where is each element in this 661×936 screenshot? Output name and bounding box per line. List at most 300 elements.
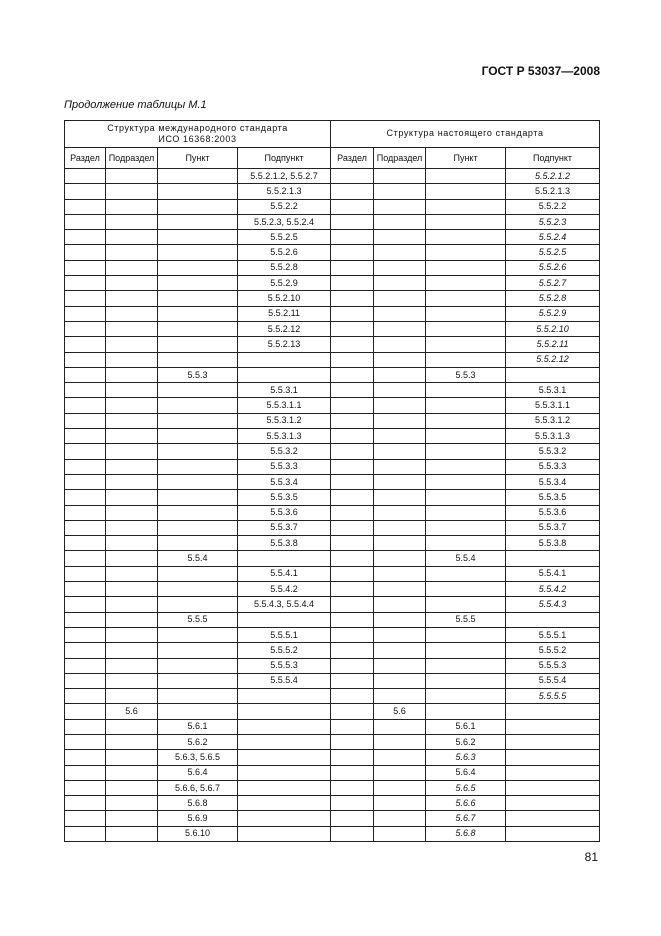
table-cell: 5.5.3: [426, 367, 506, 382]
table-cell: [374, 612, 426, 627]
table-cell: [106, 367, 158, 382]
table-cell: 5.5.2.6: [506, 260, 600, 275]
table-cell: [65, 291, 106, 306]
table-cell: 5.5.2.12: [506, 352, 600, 367]
table-cell: [65, 612, 106, 627]
table-cell: [238, 612, 331, 627]
table-caption: Продолжение таблицы М.1: [64, 99, 207, 111]
table-cell: 5.5.5.4: [238, 673, 331, 688]
table-cell: [426, 184, 506, 199]
table-cell: [331, 184, 374, 199]
table-cell: [331, 444, 374, 459]
table-cell: [158, 704, 238, 719]
table-cell: [238, 551, 331, 566]
table-row: [65, 551, 600, 566]
table-row: [65, 689, 600, 704]
table-cell: [106, 184, 158, 199]
table-cell: [426, 260, 506, 275]
table-cell: [65, 383, 106, 398]
table-cell: [331, 367, 374, 382]
table-cell: [65, 566, 106, 581]
table-row: [65, 734, 600, 749]
table-cell: [158, 230, 238, 245]
table-cell: 5.6.5: [426, 780, 506, 795]
table-cell: [426, 444, 506, 459]
table-cell: [331, 352, 374, 367]
table-cell: [506, 826, 600, 841]
table-row: [65, 367, 600, 382]
table-cell: [65, 459, 106, 474]
table-cell: [65, 474, 106, 489]
table-row: [65, 627, 600, 642]
table-cell: 5.5.3.5: [506, 490, 600, 505]
table-cell: [331, 811, 374, 826]
table-cell: 5.5.2.11: [506, 337, 600, 352]
table-cell: [106, 597, 158, 612]
table-row: [65, 199, 600, 214]
table-cell: 5.6.3, 5.6.5: [158, 750, 238, 765]
table-cell: 5.5.2.13: [238, 337, 331, 352]
table-cell: [65, 582, 106, 597]
table-row: [65, 459, 600, 474]
table-cell: [106, 291, 158, 306]
table-row: [65, 337, 600, 352]
table-cell: [331, 673, 374, 688]
table-cell: 5.6.3: [426, 750, 506, 765]
table-cell: [331, 612, 374, 627]
table-cell: [374, 490, 426, 505]
table-cell: [238, 367, 331, 382]
table-cell: [426, 658, 506, 673]
table-cell: [106, 566, 158, 581]
table-cell: [65, 214, 106, 229]
table-cell: 5.5.3.1.1: [238, 398, 331, 413]
table-cell: [158, 474, 238, 489]
table-row: [65, 245, 600, 260]
table-cell: 5.5.2.10: [506, 321, 600, 336]
table-cell: 5.5.5.2: [238, 643, 331, 658]
table-row: [65, 826, 600, 841]
table-cell: [426, 490, 506, 505]
table-cell: [238, 796, 331, 811]
table-cell: 5.6.1: [158, 719, 238, 734]
table-cell: [331, 582, 374, 597]
table-cell: [331, 474, 374, 489]
table-row: [65, 169, 600, 184]
table-cell: 5.5.2.2: [506, 199, 600, 214]
table-cell: [374, 291, 426, 306]
table-cell: [106, 750, 158, 765]
table-cell: [106, 214, 158, 229]
table-cell: 5.5.3.1: [238, 383, 331, 398]
table-cell: [374, 199, 426, 214]
table-cell: [106, 245, 158, 260]
table-cell: [106, 627, 158, 642]
col-header-section-left: Раздел: [65, 148, 106, 169]
table-cell: [65, 520, 106, 535]
table-cell: 5.5.2.11: [238, 306, 331, 321]
table-row: [65, 704, 600, 719]
table-cell: [106, 658, 158, 673]
table-cell: [331, 245, 374, 260]
correspondence-table: [64, 120, 600, 842]
table-cell: 5.5.4.2: [238, 582, 331, 597]
table-row: [65, 352, 600, 367]
col-header-subclause-left: Подпункт: [238, 148, 331, 169]
table-cell: 5.5.3.1.2: [506, 413, 600, 428]
table-row: [65, 536, 600, 551]
table-cell: [65, 505, 106, 520]
table-cell: [106, 689, 158, 704]
table-cell: [506, 719, 600, 734]
table-row: [65, 750, 600, 765]
table-cell: 5.5.4: [158, 551, 238, 566]
table-cell: [331, 413, 374, 428]
table-cell: [158, 566, 238, 581]
table-cell: 5.5.5.4: [506, 673, 600, 688]
table-cell: [65, 811, 106, 826]
table-cell: 5.6: [374, 704, 426, 719]
table-cell: [331, 520, 374, 535]
table-cell: [506, 612, 600, 627]
table-cell: 5.5.4.1: [238, 566, 331, 581]
table-cell: [331, 214, 374, 229]
table-cell: [506, 811, 600, 826]
table-cell: 5.5.2.1.2: [506, 169, 600, 184]
table-cell: [331, 459, 374, 474]
table-cell: 5.5.2.3: [506, 214, 600, 229]
table-cell: [106, 276, 158, 291]
table-row: [65, 321, 600, 336]
table-cell: [426, 337, 506, 352]
table-cell: 5.5.3.1.3: [506, 429, 600, 444]
table-cell: [65, 169, 106, 184]
table-cell: [238, 704, 331, 719]
table-cell: [158, 169, 238, 184]
table-cell: 5.5.2.6: [238, 245, 331, 260]
table-cell: 5.5.2.10: [238, 291, 331, 306]
table-cell: [506, 734, 600, 749]
table-row: [65, 582, 600, 597]
table-cell: [374, 383, 426, 398]
table-row: [65, 658, 600, 673]
table-cell: [331, 597, 374, 612]
table-cell: [331, 321, 374, 336]
table-cell: [65, 765, 106, 780]
table-cell: 5.5.5.2: [506, 643, 600, 658]
table-cell: [374, 734, 426, 749]
table-cell: [106, 826, 158, 841]
group-header-international: [65, 121, 331, 148]
table-cell: [106, 780, 158, 795]
table-cell: [65, 429, 106, 444]
table-cell: [158, 536, 238, 551]
table-cell: [374, 520, 426, 535]
table-cell: [426, 352, 506, 367]
table-cell: [374, 169, 426, 184]
table-cell: [331, 551, 374, 566]
table-cell: [65, 826, 106, 841]
table-cell: [426, 276, 506, 291]
table-cell: [426, 582, 506, 597]
table-row: [65, 214, 600, 229]
table-cell: [106, 199, 158, 214]
table-cell: 5.5.3.4: [506, 474, 600, 489]
table-cell: [158, 444, 238, 459]
table-cell: 5.5.2.1.2, 5.5.2.7: [238, 169, 331, 184]
table-cell: 5.5.2.9: [506, 306, 600, 321]
table-row: [65, 413, 600, 428]
table-row: [65, 276, 600, 291]
table-cell: [65, 245, 106, 260]
table-cell: [331, 704, 374, 719]
table-cell: [374, 689, 426, 704]
table-row: [65, 780, 600, 795]
table-cell: 5.6: [106, 704, 158, 719]
table-cell: [331, 719, 374, 734]
table-cell: [331, 658, 374, 673]
table-cell: [331, 826, 374, 841]
table-cell: [331, 750, 374, 765]
table-cell: [65, 689, 106, 704]
table-row: [65, 260, 600, 275]
table-cell: [426, 474, 506, 489]
table-cell: [426, 199, 506, 214]
table-cell: 5.5.5.1: [238, 627, 331, 642]
table-cell: [106, 474, 158, 489]
table-cell: 5.5.3.7: [506, 520, 600, 535]
table-row: [65, 796, 600, 811]
table-cell: [65, 413, 106, 428]
table-cell: [426, 536, 506, 551]
table-cell: [158, 490, 238, 505]
table-cell: [506, 780, 600, 795]
table-cell: [238, 811, 331, 826]
table-row: [65, 306, 600, 321]
table-cell: [331, 536, 374, 551]
table-cell: [426, 429, 506, 444]
table-cell: [158, 199, 238, 214]
table-cell: 5.5.2.7: [506, 276, 600, 291]
table-cell: [238, 765, 331, 780]
table-cell: [331, 627, 374, 642]
table-cell: [65, 750, 106, 765]
table-cell: [106, 413, 158, 428]
table-cell: 5.6.10: [158, 826, 238, 841]
table-cell: [106, 459, 158, 474]
table-cell: [426, 689, 506, 704]
table-cell: [426, 245, 506, 260]
table-cell: [106, 505, 158, 520]
table-cell: [331, 780, 374, 795]
table-cell: 5.5.2.5: [506, 245, 600, 260]
table-cell: [65, 658, 106, 673]
table-cell: 5.5.3.4: [238, 474, 331, 489]
table-cell: 5.6.6: [426, 796, 506, 811]
table-cell: 5.5.5: [426, 612, 506, 627]
table-cell: [374, 627, 426, 642]
table-cell: [331, 765, 374, 780]
table-cell: [158, 673, 238, 688]
table-cell: [506, 704, 600, 719]
table-row: [65, 505, 600, 520]
table-cell: 5.5.3.5: [238, 490, 331, 505]
table-cell: [331, 169, 374, 184]
table-cell: [238, 719, 331, 734]
table-cell: 5.5.2.8: [238, 260, 331, 275]
table-cell: [374, 459, 426, 474]
table-cell: [426, 230, 506, 245]
table-cell: [106, 612, 158, 627]
table-cell: 5.5.3.3: [238, 459, 331, 474]
table-cell: [106, 673, 158, 688]
table-cell: [374, 321, 426, 336]
table-cell: 5.5.2.1.3: [238, 184, 331, 199]
table-cell: [158, 184, 238, 199]
table-cell: [238, 689, 331, 704]
table-cell: 5.6.6, 5.6.7: [158, 780, 238, 795]
table-cell: [331, 230, 374, 245]
table-cell: [374, 245, 426, 260]
table-row: [65, 444, 600, 459]
table-cell: [106, 230, 158, 245]
table-cell: [158, 214, 238, 229]
table-cell: [65, 536, 106, 551]
table-cell: 5.5.2.8: [506, 291, 600, 306]
table-cell: [158, 321, 238, 336]
table-cell: [374, 474, 426, 489]
table-cell: [506, 796, 600, 811]
table-cell: 5.5.2.3, 5.5.2.4: [238, 214, 331, 229]
table-cell: [374, 505, 426, 520]
table-cell: [158, 459, 238, 474]
table-row: [65, 230, 600, 245]
table-cell: [374, 184, 426, 199]
table-row: [65, 719, 600, 734]
table-cell: [65, 597, 106, 612]
col-header-clause-right: Пункт: [426, 148, 506, 169]
group-header-international-line2: ИСО 16368:2003: [158, 134, 237, 144]
table-cell: 5.5.3.8: [238, 536, 331, 551]
table-cell: [106, 643, 158, 658]
table-cell: [374, 566, 426, 581]
table-cell: [426, 291, 506, 306]
table-cell: 5.5.4.2: [506, 582, 600, 597]
table-cell: [158, 383, 238, 398]
table-cell: [374, 413, 426, 428]
table-cell: [65, 704, 106, 719]
table-cell: [106, 796, 158, 811]
table-row: [65, 184, 600, 199]
table-cell: [374, 276, 426, 291]
table-cell: [65, 230, 106, 245]
table-cell: 5.5.2.2: [238, 199, 331, 214]
table-cell: [374, 551, 426, 566]
table-cell: 5.5.3.1: [506, 383, 600, 398]
table-cell: [426, 566, 506, 581]
table-cell: [238, 780, 331, 795]
table-cell: [65, 643, 106, 658]
table-cell: [158, 413, 238, 428]
table-cell: 5.5.5.3: [238, 658, 331, 673]
table-cell: 5.5.3.3: [506, 459, 600, 474]
table-cell: [65, 551, 106, 566]
table-cell: [374, 306, 426, 321]
table-row: [65, 597, 600, 612]
table-cell: [158, 627, 238, 642]
table-cell: [506, 551, 600, 566]
table-cell: 5.5.4.3, 5.5.4.4: [238, 597, 331, 612]
table-cell: 5.5.5.1: [506, 627, 600, 642]
table-cell: [106, 811, 158, 826]
table-cell: [106, 169, 158, 184]
table-cell: [426, 643, 506, 658]
table-cell: [106, 536, 158, 551]
table-cell: [65, 321, 106, 336]
table-cell: [426, 597, 506, 612]
table-cell: 5.5.3.1.3: [238, 429, 331, 444]
table-cell: [106, 582, 158, 597]
table-cell: 5.5.2.12: [238, 321, 331, 336]
table-cell: [331, 383, 374, 398]
table-cell: [238, 750, 331, 765]
table-row: [65, 811, 600, 826]
table-cell: [106, 765, 158, 780]
table-cell: [158, 505, 238, 520]
table-cell: [65, 199, 106, 214]
table-cell: [158, 291, 238, 306]
table-cell: [106, 398, 158, 413]
table-cell: [331, 734, 374, 749]
table-row: [65, 429, 600, 444]
table-row: [65, 765, 600, 780]
table-cell: [374, 826, 426, 841]
table-cell: [106, 321, 158, 336]
table-cell: [374, 811, 426, 826]
table-cell: [426, 214, 506, 229]
table-cell: [331, 490, 374, 505]
table-row: [65, 566, 600, 581]
table-cell: 5.5.3.8: [506, 536, 600, 551]
table-cell: [65, 184, 106, 199]
table-cell: [331, 199, 374, 214]
table-cell: [426, 505, 506, 520]
table-row: [65, 520, 600, 535]
table-cell: [374, 582, 426, 597]
table-cell: [426, 520, 506, 535]
table-body: [65, 169, 600, 842]
table-cell: [506, 750, 600, 765]
table-cell: [65, 444, 106, 459]
table-cell: [158, 582, 238, 597]
table-cell: [106, 719, 158, 734]
table-row: [65, 643, 600, 658]
table-row: [65, 383, 600, 398]
col-header-clause-left: Пункт: [158, 148, 238, 169]
table-cell: [65, 260, 106, 275]
table-row: [65, 612, 600, 627]
table-cell: [106, 490, 158, 505]
table-cell: 5.6.1: [426, 719, 506, 734]
table-cell: 5.5.5: [158, 612, 238, 627]
table-cell: 5.6.7: [426, 811, 506, 826]
table-cell: [426, 413, 506, 428]
table-cell: 5.6.4: [426, 765, 506, 780]
table-cell: [106, 520, 158, 535]
table-cell: [65, 734, 106, 749]
col-header-subclause-right: Подпункт: [506, 148, 600, 169]
table-cell: 5.5.3.1.1: [506, 398, 600, 413]
